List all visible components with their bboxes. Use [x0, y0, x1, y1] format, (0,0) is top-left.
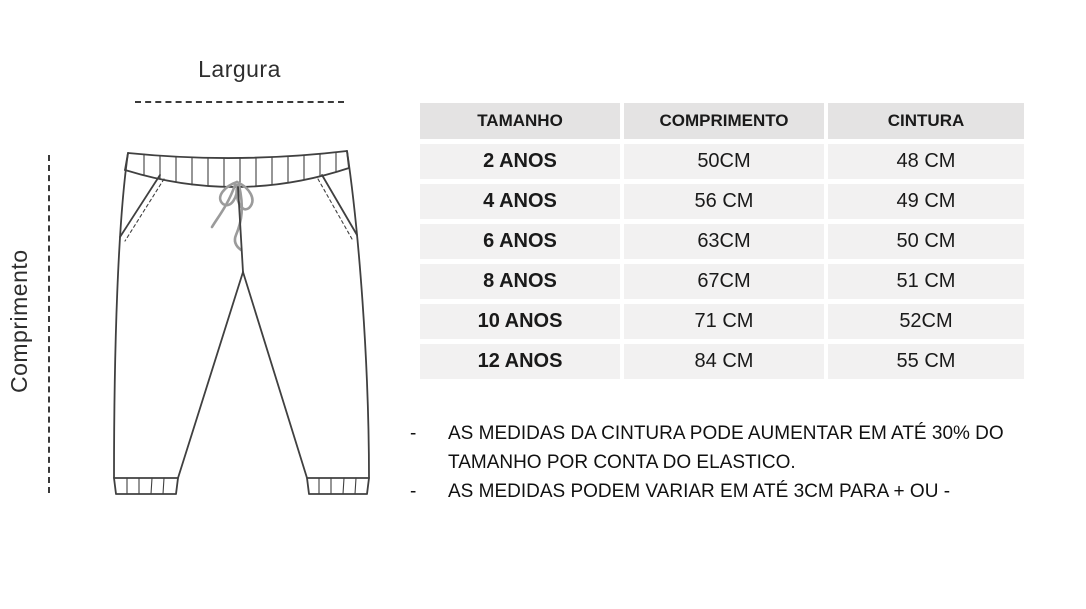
note-dash-marker: - [410, 481, 417, 502]
size-cell: 4 ANOS [420, 184, 620, 219]
waist-cell: 48 CM [828, 144, 1024, 179]
waist-cell: 55 CM [828, 344, 1024, 379]
note-item [410, 477, 1040, 506]
waist-cell: 51 CM [828, 264, 1024, 299]
header-size: TAMANHO [420, 103, 620, 139]
table-row [420, 344, 1024, 379]
note-item [410, 419, 1040, 477]
length-cell: 84 CM [624, 344, 824, 379]
pants-line-art [105, 147, 377, 499]
table-row [420, 304, 1024, 339]
width-measure-dashed-line [135, 101, 344, 103]
header-length: COMPRIMENTO [624, 103, 824, 139]
note-dash-marker: - [410, 423, 417, 444]
size-cell: 8 ANOS [420, 264, 620, 299]
length-cell: 50CM [624, 144, 824, 179]
size-cell: 6 ANOS [420, 224, 620, 259]
notes-list [410, 419, 1040, 506]
table-row [420, 184, 1024, 219]
header-waist: CINTURA [828, 103, 1024, 139]
table-row [420, 224, 1024, 259]
size-chart-table [416, 98, 1028, 384]
pants-drawstring [212, 182, 252, 250]
length-cell: 71 CM [624, 304, 824, 339]
length-cell: 63CM [624, 224, 824, 259]
note-text: AS MEDIDAS DA CINTURA PODE AUMENTAR EM ATÉ 30% DO TAMANHO POR CONTA DO ELASTICO. [448, 423, 1004, 473]
width-measure-label: Largura [198, 56, 281, 82]
size-cell: 2 ANOS [420, 144, 620, 179]
length-measure-dashed-line [48, 155, 50, 493]
waist-cell: 49 CM [828, 184, 1024, 219]
length-cell: 67CM [624, 264, 824, 299]
size-cell: 12 ANOS [420, 344, 620, 379]
table-row [420, 264, 1024, 299]
waist-cell: 50 CM [828, 224, 1024, 259]
pants-cuffs [114, 478, 369, 494]
table-row [420, 144, 1024, 179]
note-text: AS MEDIDAS PODEM VARIAR EM ATÉ 3CM PARA + OU - [448, 481, 951, 502]
waist-cell: 52CM [828, 304, 1024, 339]
length-measure-label: Comprimento [6, 249, 32, 393]
size-cell: 10 ANOS [420, 304, 620, 339]
length-cell: 56 CM [624, 184, 824, 219]
table-header-row [420, 103, 1024, 139]
pants-inseams [178, 187, 307, 478]
